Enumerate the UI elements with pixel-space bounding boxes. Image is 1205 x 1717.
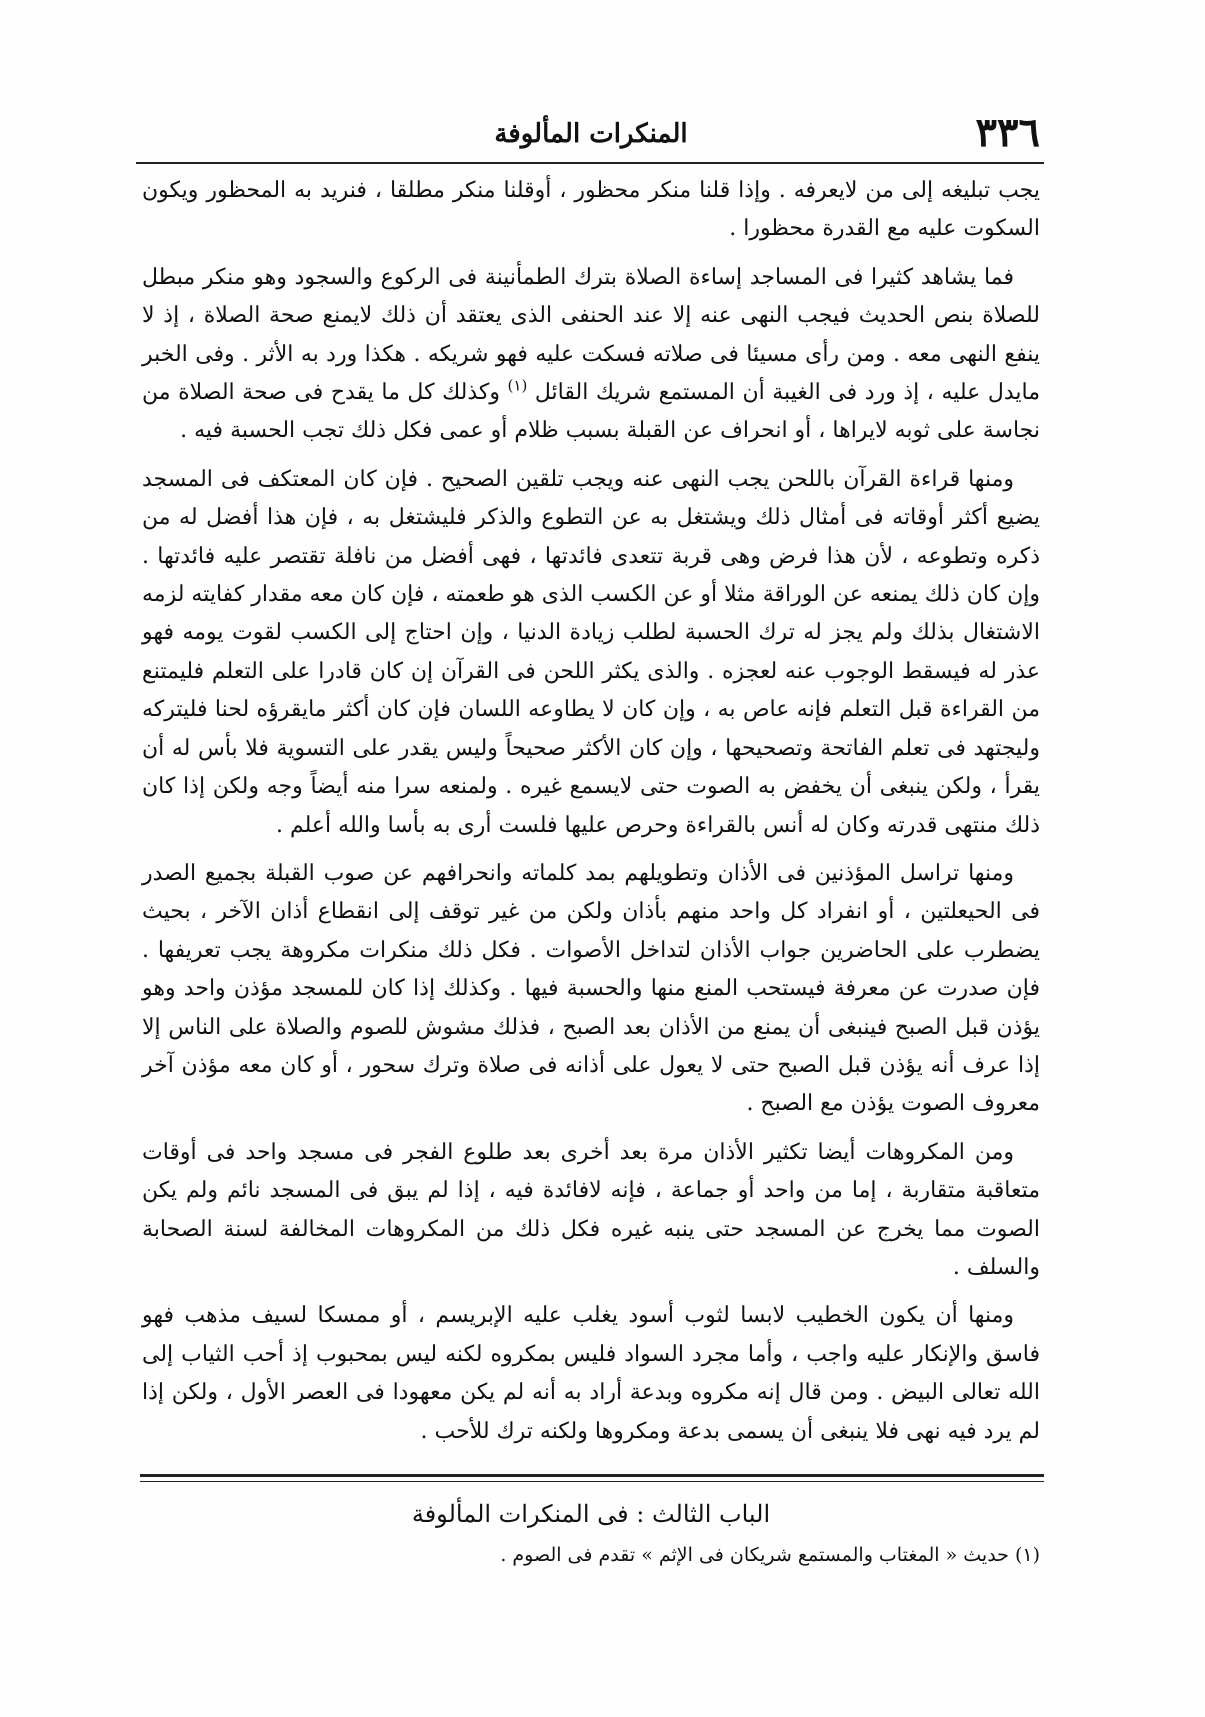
footer-divider-thick: [140, 1474, 1044, 1477]
footnote-reference-1: (١): [507, 376, 528, 395]
paragraph-2-text-before: فما يشاهد كثيرا فى المساجد إساءة الصلاة بترك الطمأنينة فى الركوع والسجود وهو منكر مبطل للصلاة بنص الحديث فيجب النهى عنه إلا عند الحنفى الذى يعتقد أن ذلك لايمنع صحة الصلاة ، إذ لا ينفع النهى معه . ومن رأى مسيئا فى صلاته فسكت عليه فهو شريكه . هكذا ورد به الأثر . وفى الخبر مايدل عليه ، إذ ورد فى الغيبة أن المستمع شريك القائل: [142, 264, 1040, 406]
paragraph-4: ومنها تراسل المؤذنين فى الأذان وتطويلهم بمد كلماته وانحرافهم عن صوب القبلة بجميع الصدر فى الحيعلتين ، أو انفراد كل واحد منهم بأذان ولكن من غير توقف إلى انقطاع أذان الآخر ، بحيث يضطرب على الحاضرين جواب الأذان لتداخل الأصوات . فكل ذلك منكرات مكروهة يجب تعريفها . فإن صدرت عن معرفة فيستحب المنع منها والحسبة فيها . وكذلك إذا كان للمسجد مؤذن واحد وهو يؤذن قبل الصبح فينبغى أن يمنع من الأذان بعد الصبح ، فذلك مشوش للصوم والصلاة على الناس إلا إذا عرف أنه يؤذن قبل الصبح حتى لا يعول على أذانه فى صلاة وترك سحور ، أو كان معه مؤذن آخر معروف الصوت يؤذن مع الصبح .: [142, 860, 1040, 1117]
paragraph-3: ومنها قراءة القرآن باللحن يجب النهى عنه ويجب تلقين الصحيح . فإن كان المعتكف فى المسجد يضيع أكثر أوقاته فى أمثال ذلك ويشتغل به عن التطوع والذكر فليشتغل به ، فإن هذا أفضل له من ذكره وتطوعه ، لأن هذا فرض وهى قربة تتعدى فائدتها ، فهى أفضل من نافلة تقتصر عليه فائدتها . وإن كان ذلك يمنعه عن الوراقة مثلا أو عن الكسب الذى هو طعمته ، فإن كان معه مقدار كفايته لزمه الاشتغال بذلك ولم يجز له ترك الحسبة لطلب زيادة الدنيا ، وإن احتاج إلى الكسب لقوت يومه فهو عذر له فيسقط الوجوب عنه لعجزه . والذى يكثر اللحن فى القرآن إن كان قادرا على التعلم فليمتنع من القراءة قبل التعلم فإنه عاص به ، وإن كان لا يطاوعه اللسان فإن كان أكثر مايقرؤه لحنا فليتركه وليجتهد فى تعلم الفاتحة وتصحيحها ، وإن كان الأكثر صحيحاً وليس يقدر على التسوية فلا بأس له أن يقرأ ، ولكن ينبغى أن يخفض به الصوت حتى لايسمع غيره . ولمنعه سرا منه أيضاً وجه ولكن إذا كان ذلك منتهى قدرته وكان له أنس بالقراءة وحرص عليها فلست أرى به بأسا والله أعلم .: [142, 466, 1041, 838]
header-divider: [136, 162, 1044, 164]
paragraph-1: يجب تبليغه إلى من لايعرفه . وإذا قلنا منكر محظور ، أوقلنا منكر مطلقا ، فنريد به المحظور ويكون السكوت عليه مع القدرة محظورا .: [142, 178, 1040, 242]
paragraph-6: ومنها أن يكون الخطيب لابسا لثوب أسود يغلب عليه الإبريسم ، أو ممسكا لسيف مذهب فهو فاسق والإنكار عليه واجب ، وأما مجرد السواد فليس بمكروه لكنه ليس بمحبوب إذ أحب الثياب إلى الله تعالى البيض . ومن قال إنه مكروه وبدعة أراد به أنه لم يكن معهودا فى العصر الأول ، ولكن إذا لم يرد فيه نهى فلا ينبغى أن يسمى بدعة ومكروها ولكنه ترك للأحب .: [142, 1303, 1040, 1444]
paragraph-2: [142, 259, 1040, 451]
footer-divider-thin: [140, 1481, 1044, 1482]
page-number: ٣٣٦: [975, 109, 1040, 156]
paragraph-5: ومن المكروهات أيضا تكثير الأذان مرة بعد أخرى بعد طلوع الفجر فى مسجد واحد فى أوقات متعاقبة متقاربة ، إما من واحد أو جماعة ، فإنه لافائدة فيه ، إذا لم يبق فى المسجد نائم ولم يكن الصوت مما يخرج عن المسجد حتى ينبه غيره فكل ذلك من المكروهات المخالفة لسنة الصحابة والسلف .: [142, 1139, 1040, 1280]
page-header: [142, 108, 1040, 158]
chapter-label: الباب الثالث : فى المنكرات المألوفة: [411, 1500, 771, 1528]
footnote-1: (١) حديث « المغتاب والمستمع شريكان فى الإثم » تقدم فى الصوم .: [500, 1544, 1040, 1566]
main-text: [142, 172, 1040, 1461]
paragraph-2-text-after: وكذلك كل ما يقدح فى صحة الصلاة من نجاسة على ثوبه لايراها ، أو انحراف عن القبلة بسبب ظلام أو عمى فكل ذلك تجب الحسبة فيه .: [142, 380, 1040, 444]
running-title: المنكرات المألوفة: [494, 119, 688, 149]
